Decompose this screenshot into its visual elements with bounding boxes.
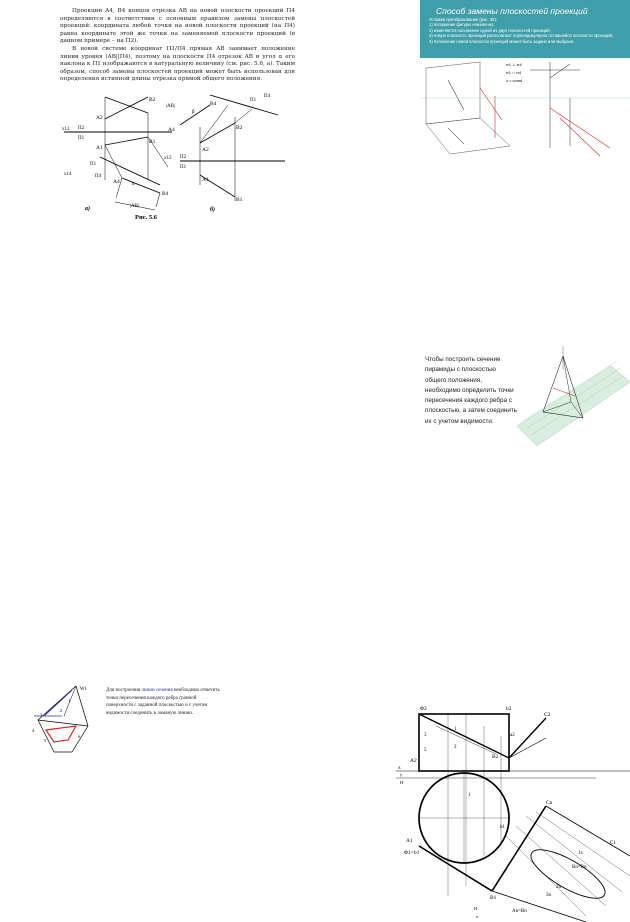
label-ab-length: |AB| (130, 204, 139, 209)
label-1x: 1x (578, 851, 583, 856)
label-6: 6 (78, 734, 81, 739)
label-pi1: П1 (78, 136, 85, 141)
condition-line: Условия преобразования (рис. 39): (429, 17, 498, 22)
label-B2: B2 (149, 97, 156, 103)
small-note (106, 687, 224, 717)
label-pi2-b: П2 (180, 155, 187, 160)
label-a2: a2 (510, 733, 515, 738)
label-point-3: 3 (424, 733, 427, 738)
label-1: 1 (68, 698, 71, 703)
label-2n: 2n (556, 885, 561, 890)
pyramid-text: Чтобы построить сечение пирамиды с плоскостью общего положения, необходимо определить точки пересечения каждого ребра с плоскостью, а затем соединить их с учетом видимости. (425, 356, 517, 425)
label-A1-b: A1 (202, 177, 209, 183)
label-B4-b: B4 (210, 101, 217, 107)
label-A1: A1 (96, 145, 103, 151)
label-beta: β (192, 110, 195, 115)
label-b1: b1 (500, 825, 505, 830)
label-phi2: Φ2 (420, 706, 427, 712)
slide-pyramid (421, 346, 630, 451)
slide-title: Способ замены плоскостей проекций (436, 6, 588, 16)
pyramid-drawing (513, 346, 630, 451)
label-B1-b: B1 (236, 197, 243, 203)
cylinder-section-drawing (396, 696, 630, 922)
label-x12-b: x12 (164, 156, 172, 161)
label-B2-b: B2 (236, 125, 243, 131)
label-pi2: П2 (78, 126, 85, 131)
figure-a (62, 97, 172, 210)
label-C1: C1 (610, 841, 616, 846)
label-A4: A4 (113, 179, 120, 185)
small-note-rest: необходимо отметить точки пересечения каждого ребра гранной поверхности с заданной плоскостью и с учетом видимости соединить в ломаную линию. (106, 688, 220, 716)
label-2: 2 (60, 708, 63, 713)
slide-small-section (14, 676, 224, 756)
label-point-2: 2 (454, 745, 457, 750)
label-pi4-top: П4 (264, 94, 271, 99)
label-B2: B2 (492, 754, 499, 760)
label-w1: W1 (80, 687, 87, 692)
label-x-axis: x (398, 765, 401, 771)
label-pi1-b: П1 (180, 165, 187, 170)
textbook-paragraph-2: В новой системе координат П1/П4 прямая AB занимает положение линии уровня (AB||П4), поэтому на плоскости П4 отрезок AB и угол α его наклона к П1 изображаются в натуральную величину (см. рис. 5.6, а). Таким образом, способ замены плоскостей проекций может быть использован для определения истинной длины отрезка прямой общего положения. (60, 45, 295, 83)
label-C2: C2 (544, 712, 551, 718)
triangle-section-drawing (14, 676, 109, 756)
label-A2-b: A2 (202, 147, 209, 153)
label-H-bottom: H (474, 906, 478, 911)
label-3n: 3n (546, 893, 551, 898)
figure-b (164, 94, 285, 203)
label-x-bottom: x (476, 914, 479, 919)
label-pi1-top: П1 (250, 98, 257, 103)
condition-line: 4) положение новой плоскости проекций может быть задано или выбрано. (429, 38, 575, 44)
label-point-5: 5 (424, 748, 427, 753)
label-Cn: Cn (546, 800, 553, 806)
label-B1: B1 (149, 139, 156, 145)
label-A4-b: A4 (168, 127, 175, 133)
label-y-axis: y (400, 772, 403, 777)
slide-title-bar (420, 0, 630, 58)
label-A2: A2 (410, 758, 417, 764)
condition-line: 2) изменяется положение одной из двух плоскостей проекций; (429, 27, 551, 33)
label-5: 5 (44, 738, 47, 743)
label-phi1-b1: Φ1=b1 (404, 850, 420, 856)
label-B4: B4 (162, 191, 169, 197)
formula: π1 ∩ π4 (506, 70, 522, 75)
label-pi1-lower: П1 (90, 162, 97, 167)
label-ab-length-b: |AB| (166, 104, 175, 109)
textbook-page (60, 8, 295, 84)
label-Bn-Bn: Bn=Bn (572, 865, 587, 870)
label-A2: A2 (96, 115, 103, 121)
label-4: 4 (32, 728, 35, 733)
condition-line: 1) положение фигуры неизменно; (429, 22, 495, 28)
slide-replacement-drawing (420, 58, 630, 157)
formula: z = const (506, 78, 523, 83)
label-alpha: α (132, 182, 135, 187)
label-x12: x12 (62, 127, 70, 132)
small-note-prefix: Для построения (106, 688, 142, 693)
label-3: 3 (40, 712, 43, 717)
label-b2: b2 (506, 706, 512, 712)
label-plan-1: 1 (468, 793, 471, 798)
label-H-axis: H (400, 780, 404, 785)
slide-conditions (429, 17, 625, 44)
condition-line: 3) новую плоскость проекций располагают перпендикулярно оставшейся плоскости проекций; (429, 33, 614, 39)
label-An-Bn: An=Bn (512, 909, 527, 914)
figure-a-label: а) (85, 206, 90, 212)
figure-caption: Рис. 5.6 (135, 214, 157, 220)
textbook-paragraph-1: Проекции A4, B4 концов отрезка AB на новой плоскости проекций П4 определяются в соответствии с основным правилом замены плоскостей проекций: координата любой точки на новой плоскости проекций (на П4) равна координате этой же точки на заменяемой плоскости проекций (в данном примере – на П2). (60, 8, 295, 45)
label-A1: A1 (406, 838, 413, 844)
figure-b-label: б) (210, 207, 215, 213)
label-B1: B1 (490, 895, 497, 901)
label-pi4: П4 (95, 174, 102, 179)
label-point-1: 1 (454, 727, 457, 732)
small-note-link[interactable]: линии сечения (141, 688, 173, 693)
figure-5-6 (60, 85, 295, 220)
formula: π1 ⊥ π4 (506, 62, 522, 67)
label-x14: x14 (64, 172, 72, 177)
slide-replacement (420, 0, 630, 157)
